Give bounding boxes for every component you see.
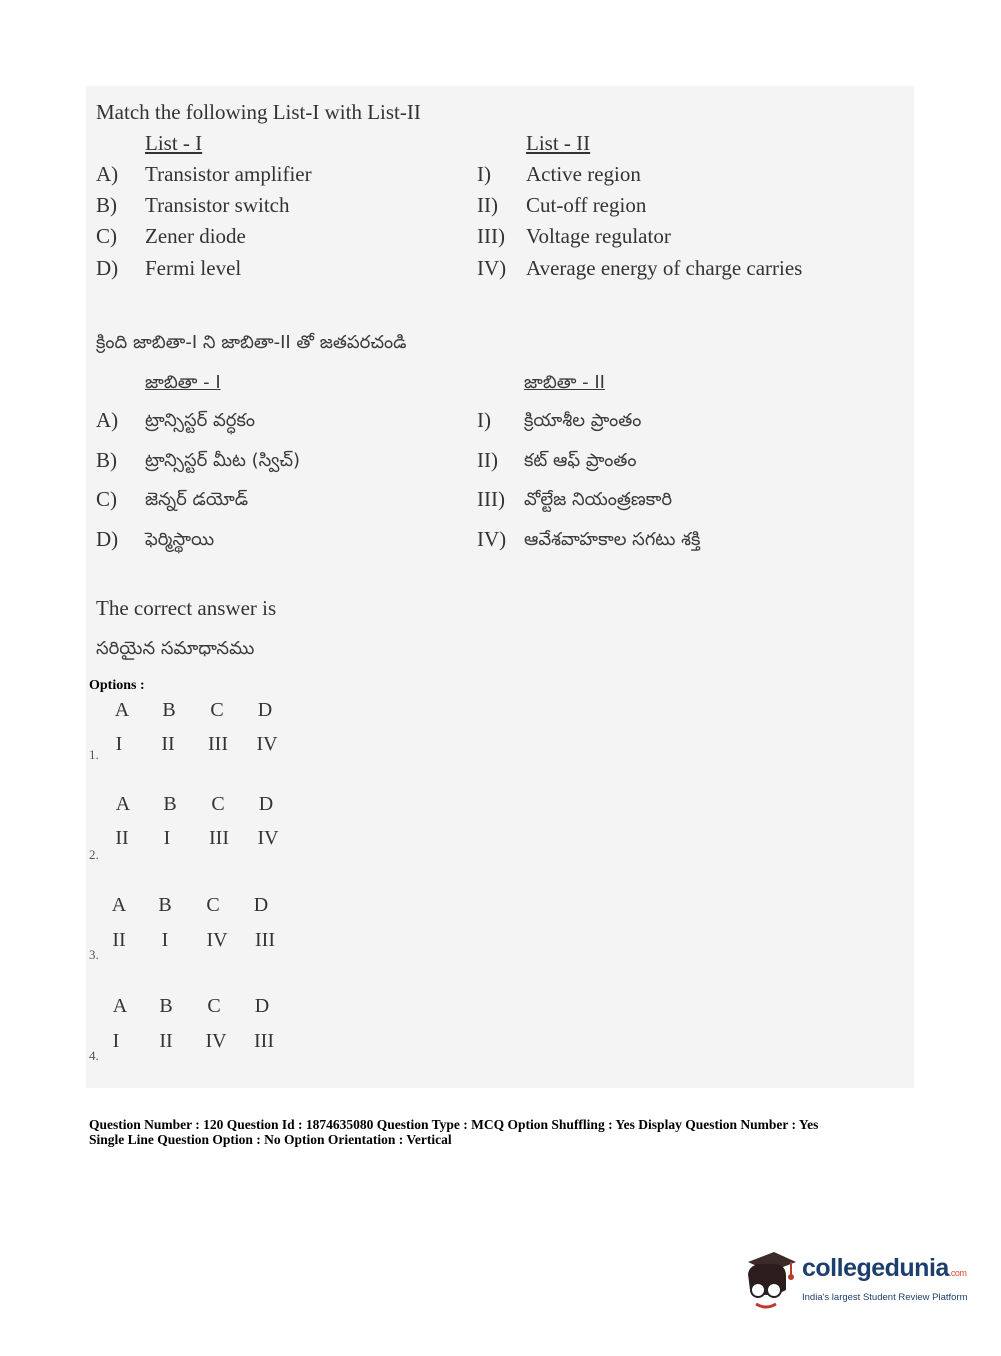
option-value: II: [161, 733, 175, 755]
logo-suffix: .com: [948, 1268, 967, 1278]
list2-item: క్రియాశీల ప్రాంతం: [524, 410, 642, 431]
telugu-list1-header: జాబితా - I: [145, 372, 221, 393]
list1-item: Transistor amplifier: [145, 162, 312, 186]
list1-header: List - I: [145, 131, 203, 155]
question-meta-line-1: Question Number : 120 Question Id : 1874635080 Question Type : MCQ Option Shuffling : Yes Display Question Number : Yes: [89, 1117, 819, 1132]
option-head: C: [207, 995, 221, 1017]
list2-item: Voltage regulator: [526, 224, 671, 248]
row-key: A): [96, 162, 119, 186]
list1-item: Transistor switch: [145, 193, 290, 217]
question-title-telugu: క్రింది జాబితా-I ని జాబితా-II తో జతపరచండి: [96, 332, 407, 353]
list1-item: Fermi level: [145, 256, 242, 280]
list2-key: I): [477, 162, 491, 186]
list2-item: Cut-off region: [526, 193, 647, 217]
option-head: A: [111, 894, 127, 916]
logo-name: collegedunia: [802, 1254, 949, 1282]
list1-item: ట్రాన్సిస్టర్ మీట (స్విచ్): [145, 450, 301, 471]
row-key: C): [96, 224, 117, 248]
option-value: I: [112, 1030, 120, 1052]
option-head: B: [158, 894, 172, 916]
option-head: B: [163, 793, 177, 815]
logo-wordmark: [802, 1254, 966, 1283]
list2-key: I): [477, 408, 491, 432]
logo-tagline: India's largest Student Review Platform: [802, 1292, 968, 1303]
answer-prompt-telugu: సరియైన సమాధానము: [96, 638, 255, 659]
question-meta-line-2: Single Line Question Option : No Option Orientation : Vertical: [89, 1132, 452, 1147]
list2-key: IV): [477, 256, 507, 280]
option-number: 3.: [89, 947, 99, 962]
option-head: B: [162, 699, 176, 721]
list2-key: III): [477, 224, 505, 248]
list1-item: Zener diode: [145, 224, 246, 248]
row-key: C): [96, 487, 117, 511]
option-head: A: [112, 995, 128, 1017]
row-key: B): [96, 193, 117, 217]
list2-key: II): [477, 193, 498, 217]
answer-prompt-english: The correct answer is: [96, 596, 277, 620]
option-value: I: [161, 929, 169, 951]
question-title-english: Match the following List-I with List-II: [96, 100, 421, 124]
option-number: 4.: [89, 1048, 99, 1063]
list2-item: కట్ ఆఫ్ ప్రాంతం: [524, 450, 637, 471]
row-key: B): [96, 448, 117, 472]
option-head: A: [115, 793, 131, 815]
telugu-list2-header: జాబితా - II: [524, 372, 605, 393]
option-head: D: [258, 793, 274, 815]
option-head: D: [254, 995, 270, 1017]
list2-header: List - II: [526, 131, 591, 155]
option-number: 2.: [89, 847, 99, 862]
row-key: A): [96, 408, 119, 432]
list2-item: Average energy of charge carries: [526, 256, 803, 280]
row-key: D): [96, 256, 119, 280]
option-head: D: [253, 894, 269, 916]
list2-item: Active region: [526, 162, 641, 186]
option-value: III: [209, 827, 229, 849]
mascot-icon: [740, 1250, 798, 1314]
list1-item: ఫెర్మిస్థాయి: [145, 529, 215, 550]
list2-key: IV): [477, 527, 507, 551]
list2-key: III): [477, 487, 505, 511]
list2-item: ఆవేశవాహకాల సగటు శక్తి: [524, 529, 701, 550]
option-value: III: [208, 733, 228, 755]
option-head: C: [211, 793, 225, 815]
option-value: II: [159, 1030, 173, 1052]
list1-item: జెన్నర్ డయోడ్: [145, 489, 249, 510]
list2-item: వోల్టేజ నియంత్రణకారి: [524, 489, 673, 510]
option-head: C: [206, 894, 220, 916]
option-value: IV: [206, 929, 228, 951]
collegedunia-logo: [740, 1250, 970, 1320]
option-value: II: [115, 827, 129, 849]
option-number: 1.: [89, 747, 99, 762]
option-head: B: [159, 995, 173, 1017]
list2-key: II): [477, 448, 498, 472]
option-value: I: [115, 733, 123, 755]
option-value: II: [112, 929, 126, 951]
option-value: I: [163, 827, 171, 849]
list1-item: ట్రాన్సిస్టర్ వర్ధకం: [145, 410, 255, 431]
option-value: IV: [256, 733, 278, 755]
option-head: C: [210, 699, 224, 721]
option-head: D: [257, 699, 273, 721]
option-head: A: [114, 699, 130, 721]
options-label: Options :: [89, 678, 145, 693]
option-value: III: [254, 1030, 274, 1052]
option-value: III: [255, 929, 275, 951]
row-key: D): [96, 527, 119, 551]
option-value: IV: [205, 1030, 227, 1052]
option-value: IV: [257, 827, 279, 849]
